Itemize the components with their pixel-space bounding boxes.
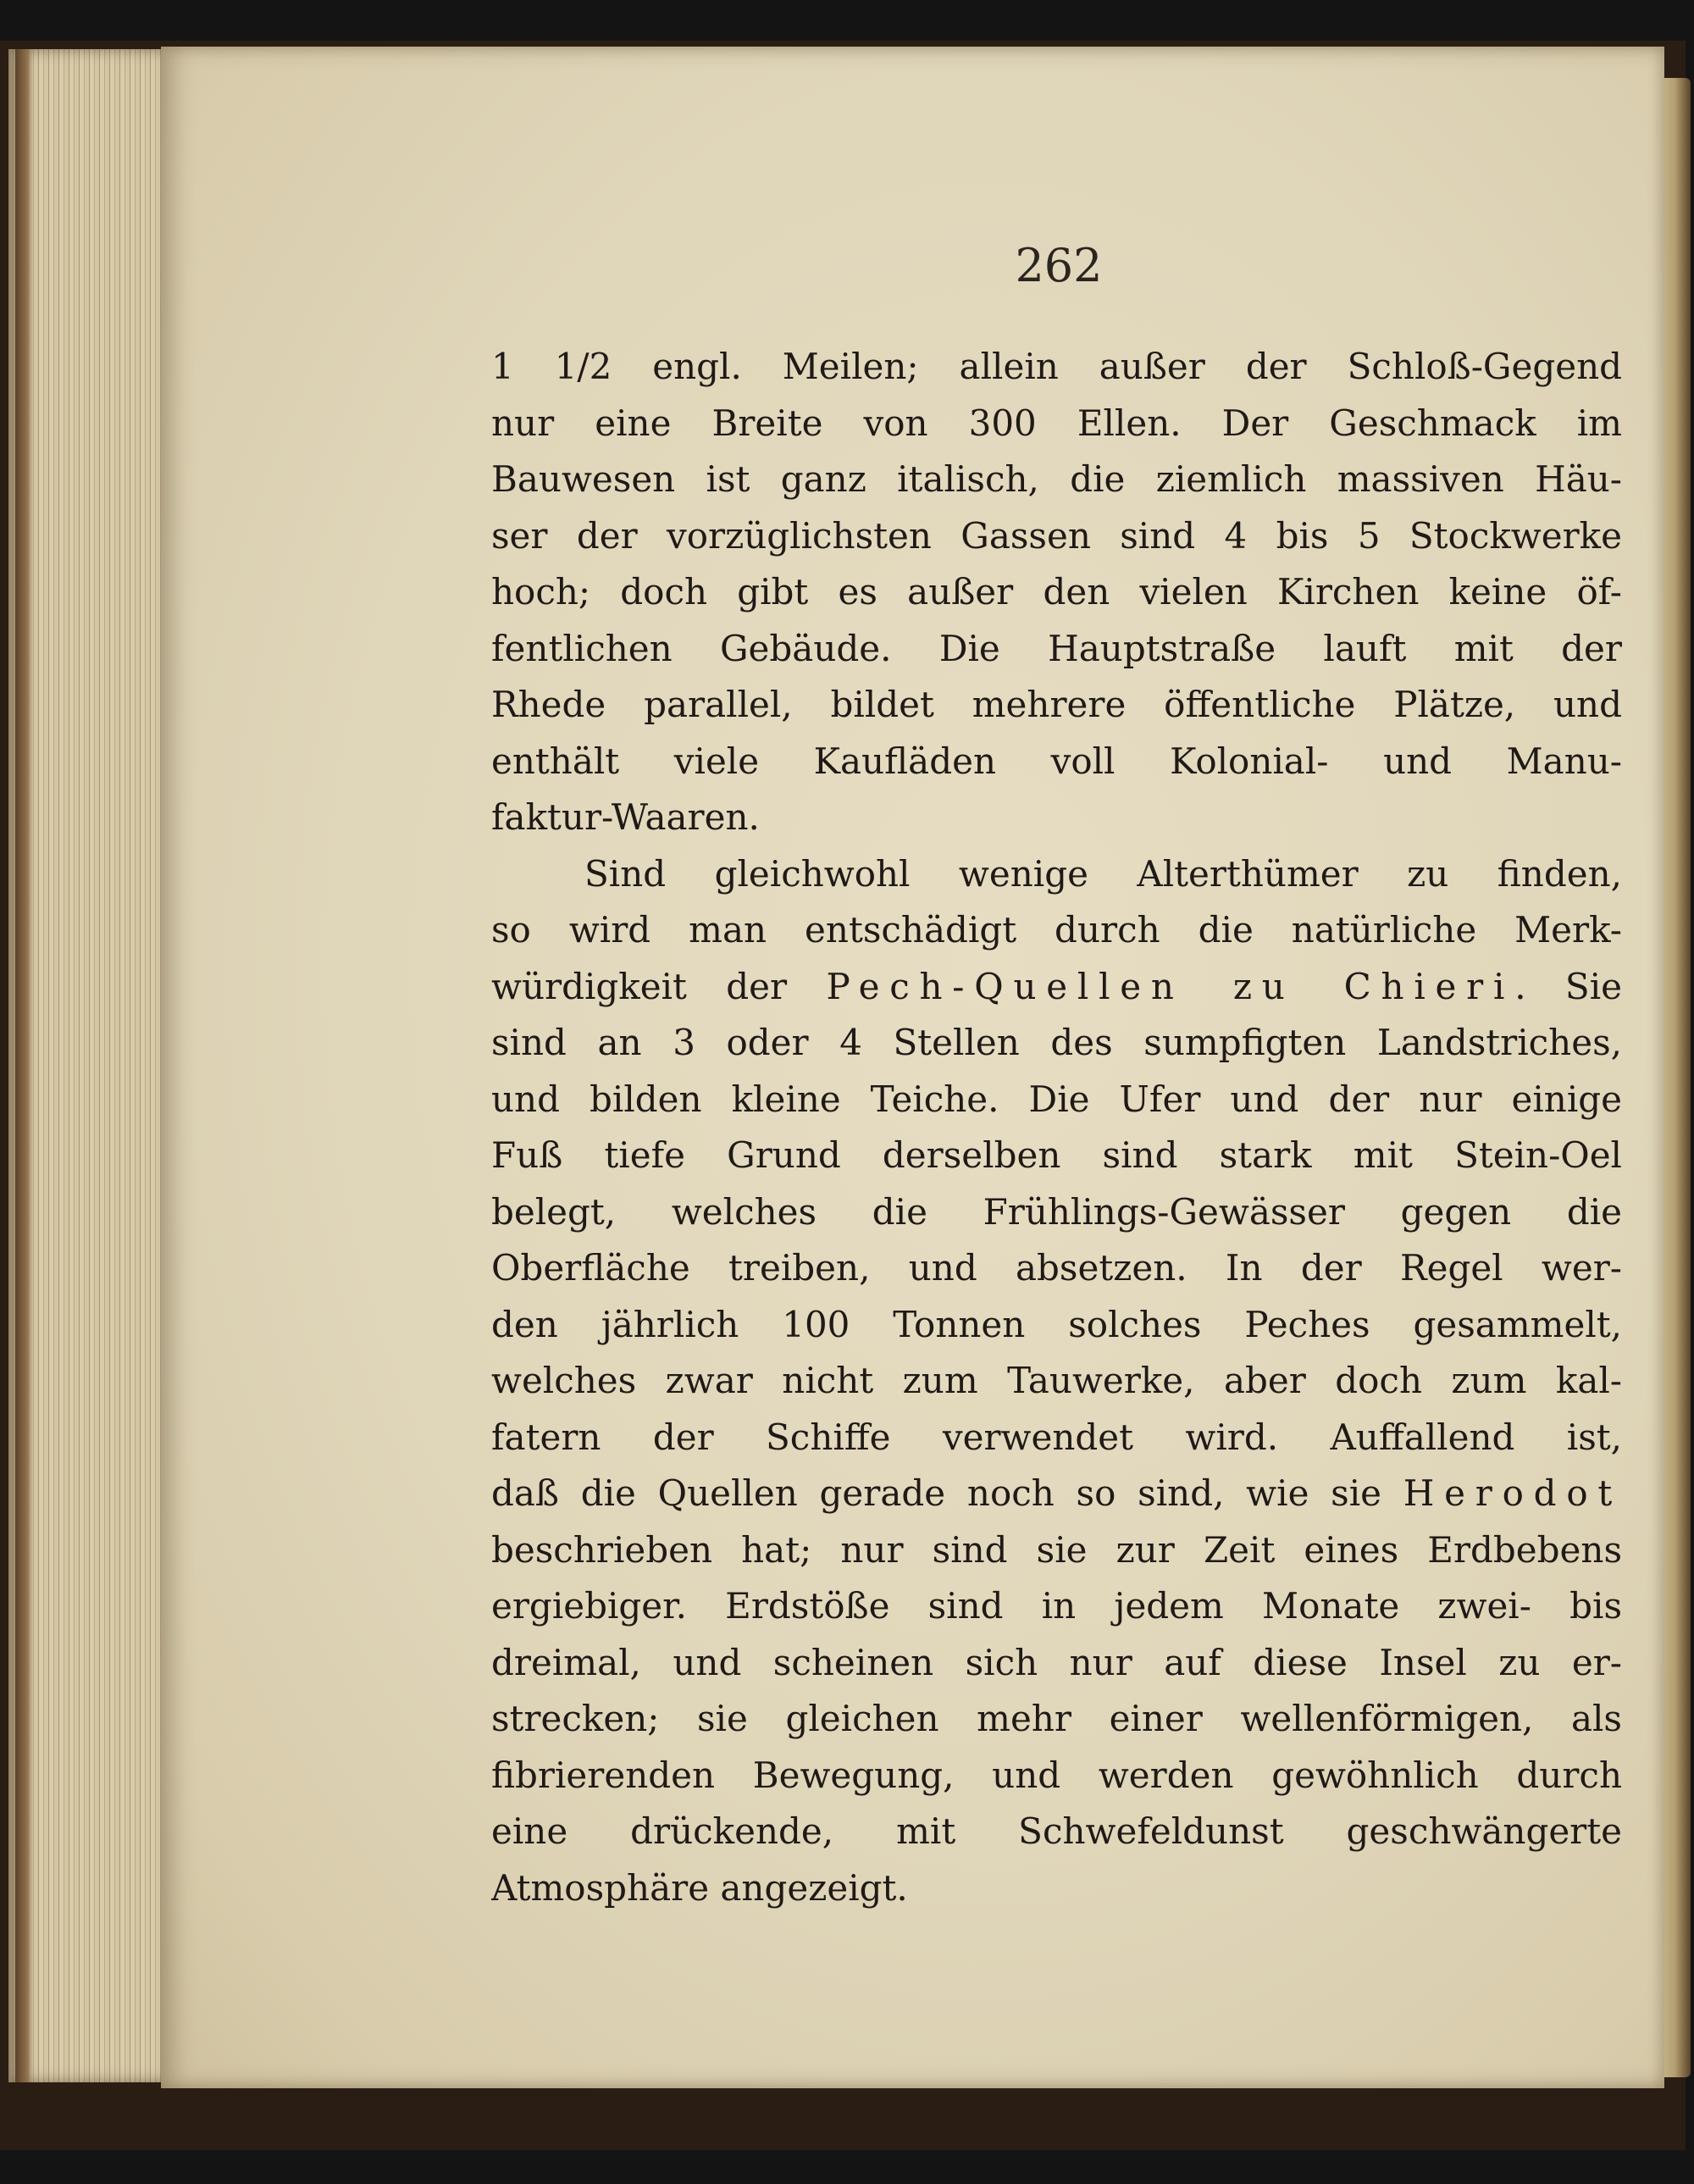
text-line: enthält viele Kaufläden voll Kolonial- und Manu- xyxy=(491,740,1622,782)
text-line: Rhede parallel, bildet mehrere öffentliche Plätze, und xyxy=(491,684,1622,725)
text-line: fentlichen Gebäude. Die Hauptstraße lauft mit der xyxy=(491,627,1622,669)
text-line: fatern der Schiffe verwendet wird. Auffallend ist, xyxy=(491,1416,1622,1458)
text-line: und bilden kleine Teiche. Die Ufer und der nur einige xyxy=(491,1078,1622,1120)
spaced-emphasis: Herodot xyxy=(1403,1472,1622,1514)
text-line: sind an 3 oder 4 Stellen des sumpfigten Landstriches, xyxy=(491,1022,1622,1063)
text-line: ser der vorzüglichsten Gassen sind 4 bis 5 Stockwerke xyxy=(491,514,1622,557)
text-line: Atmosphäre angezeigt. xyxy=(491,1866,908,1909)
text-fragment: daß die Quellen gerade noch so sind, wie sie xyxy=(491,1472,1403,1514)
text-line: Oberfläche treiben, und absetzen. In der Regel wer- xyxy=(491,1247,1622,1289)
page-stack-shadow xyxy=(15,49,34,2082)
text-line: beschrieben hat; nur sind sie zur Zeit eines Erdbebens xyxy=(491,1528,1622,1571)
text-line xyxy=(491,1466,1622,1522)
text-line: Bauwesen ist ganz italisch, die ziemlich massiven Häu- xyxy=(491,458,1622,500)
page-text xyxy=(491,339,1622,1916)
text-line: so wird man entschädigt durch die natürliche Merk- xyxy=(491,909,1622,951)
text-line: hoch; doch gibt es außer den vielen Kirchen keine öf- xyxy=(491,571,1622,613)
text-line: Fuß tiefe Grund derselben sind stark mit Stein-Oel xyxy=(491,1134,1622,1176)
text-line: strecken; sie gleichen mehr einer wellenförmigen, als xyxy=(491,1698,1622,1739)
page-number: 262 xyxy=(1015,239,1103,292)
text-line: dreimal, und scheinen sich nur auf diese Insel zu er- xyxy=(491,1641,1622,1683)
spaced-emphasis: Pech-Quellen zu Chieri xyxy=(826,965,1515,1007)
text-line: nur eine Breite von 300 Ellen. Der Geschmack im xyxy=(491,402,1622,444)
text-line: belegt, welches die Frühlings-Gewässer gegen die xyxy=(491,1190,1622,1233)
text-line: ergiebiger. Erdstöße sind in jedem Monate zwei- bis xyxy=(491,1585,1622,1627)
text-line: welches zwar nicht zum Tauwerke, aber doch zum kal- xyxy=(491,1360,1622,1401)
text-fragment: würdigkeit der xyxy=(491,965,827,1007)
text-line: eine drückende, mit Schwefeldunst geschwängerte xyxy=(491,1810,1622,1852)
text-line: faktur-Waaren. xyxy=(491,796,760,838)
text-fragment: . Sie xyxy=(1514,965,1622,1007)
text-line: den jährlich 100 Tonnen solches Peches gesammelt, xyxy=(491,1303,1622,1345)
text-line: fibrierenden Bewegung, und werden gewöhnlich durch xyxy=(491,1754,1622,1796)
text-line: Sind gleichwohl wenige Alterthümer zu finden, xyxy=(584,852,1622,895)
text-line: 1 1/2 engl. Meilen; allein außer der Schloß-Gegend xyxy=(491,346,1622,387)
text-line xyxy=(491,959,1622,1016)
